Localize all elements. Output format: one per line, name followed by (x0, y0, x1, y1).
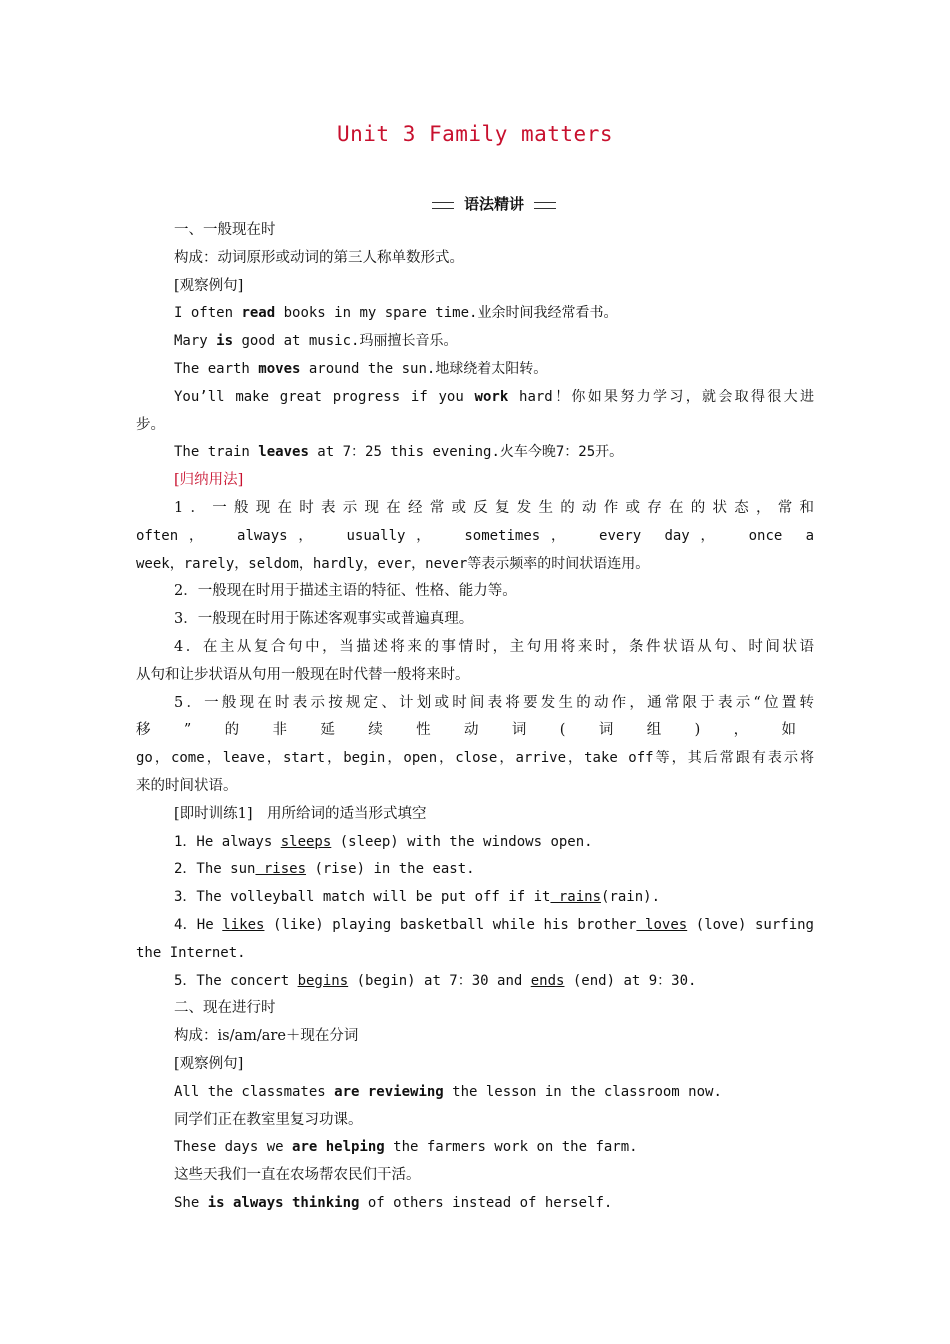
example-sentence (136, 1134, 814, 1162)
summary-label: [归纳用法] (174, 472, 244, 489)
document-body (136, 217, 814, 1218)
example-keyword: is always thinking (207, 1194, 360, 1211)
example-sentence (136, 384, 814, 412)
example-text: the lesson in the classroom now. (443, 1083, 722, 1100)
example-text: Mary (174, 333, 217, 350)
banner-label: 语法精讲 (463, 195, 524, 213)
question-text: 1．He always (174, 833, 281, 850)
answer-blank: likes (222, 916, 265, 933)
question-text: 4．He (174, 916, 223, 933)
example-text: of others instead of herself. (359, 1194, 613, 1211)
drill-question-4 (136, 912, 814, 940)
example-text: around the sun.地球绕着太阳转。 (300, 360, 548, 377)
question-text: (rain). (601, 889, 661, 906)
banner-right-bar (534, 202, 556, 209)
usage-1-line: week，rarely，seldom，hardly，ever，never等表示频率的时间状语连用。 (136, 555, 650, 572)
usage-5-line: 5．一般现在时表示按规定、计划或时间表将要发生的动作，通常限于表示“位置转 (174, 694, 814, 711)
example-sentence (136, 328, 814, 356)
question-text: 5．The concert (174, 972, 298, 989)
section1-heading: 一、一般现在时 (174, 222, 276, 238)
example-text: The train (174, 444, 259, 461)
question-text: (like) playing basketball while his brother (264, 916, 637, 933)
page-title: Unit 3 Family matters (336, 122, 613, 146)
example-translation: 同学们正在教室里复习功课。 (174, 1111, 363, 1128)
question-text: (sleep) with the windows open. (331, 833, 593, 850)
example-sentence (136, 356, 814, 384)
example-text: at 7：25 this evening.火车今晚7：25开。 (308, 444, 624, 461)
example-text: These days we (174, 1139, 293, 1156)
example-text: All the classmates (174, 1083, 335, 1100)
answer-blank: rains (550, 889, 602, 906)
section2-form: 构成：is/am/are＋现在分词 (174, 1028, 359, 1045)
example-sentence (136, 1079, 814, 1107)
usage-4-line: 从句和让步状语从句用一般现在时代替一般将来时。 (136, 666, 470, 683)
question-text: 3．The volleyball match will be put off if it (174, 889, 551, 906)
drill-question-2 (136, 856, 814, 884)
question-text: (love) surfing (687, 916, 814, 933)
drill-question-5 (136, 968, 814, 996)
example-sentence (136, 439, 814, 467)
answer-blank: rises (255, 861, 307, 878)
example-continuation: 步。 (136, 416, 165, 433)
answer-blank: loves (636, 916, 688, 933)
example-text: She (174, 1194, 208, 1211)
question-text: (end) at 9：30. (564, 972, 697, 989)
example-keyword: read (241, 305, 276, 322)
usage-5-line: 移”的非延续性动词(词组)，如 (136, 722, 814, 739)
question-text: 2．The sun (174, 861, 256, 878)
example-text: hard！你如果努力学习，就会取得很大进 (508, 388, 814, 405)
answer-blank: ends (530, 972, 565, 989)
section1-form: 构成：动词原形或动词的第三人称单数形式。 (174, 249, 464, 266)
example-keyword: moves (258, 360, 301, 377)
example-keyword: is (216, 333, 234, 350)
example-text: good at music.玛丽擅长音乐。 (233, 333, 458, 350)
usage-3: 3．一般现在时用于陈述客观事实或普遍真理。 (174, 611, 474, 628)
question-text: (begin) at 7：30 and (348, 972, 531, 989)
example-sentence (136, 1190, 814, 1218)
example-keyword: are helping (292, 1139, 385, 1156)
answer-blank: begins (297, 972, 349, 989)
usage-2: 2．一般现在时用于描述主语的特征、性格、能力等。 (174, 583, 517, 600)
section2-observe-label: [观察例句] (174, 1055, 244, 1072)
drill-question-1 (136, 829, 814, 857)
drill-question-4-continuation: the Internet. (136, 944, 246, 961)
usage-4-line: 4．在主从复合句中，当描述将来的事情时，主句用将来时，条件状语从句、时间状语 (174, 638, 814, 655)
section-banner (432, 193, 556, 215)
example-keyword: leaves (258, 444, 309, 461)
answer-blank: sleeps (280, 833, 332, 850)
example-keyword: work (474, 388, 509, 405)
question-text: (rise) in the east. (306, 861, 475, 878)
example-text: You’ll make great progress if you (174, 388, 475, 405)
section1-observe-label: [观察例句] (174, 277, 244, 294)
example-sentence (136, 300, 814, 328)
example-keyword: are reviewing (334, 1083, 444, 1100)
example-text: I often (174, 305, 242, 322)
drill-heading: [即时训练1] 用所给词的适当形式填空 (174, 805, 427, 822)
example-text: The earth (174, 360, 259, 377)
usage-5-line: go，come，leave，start，begin，open，close，arrive，take off等，其后常跟有表示将 (136, 750, 814, 767)
drill-question-3 (136, 884, 814, 912)
example-text: the farmers work on the farm. (384, 1139, 638, 1156)
usage-1-line: often， always， usually， sometimes， every day， once a (136, 527, 814, 544)
usage-1-line: 1．一般现在时表示现在经常或反复发生的动作或存在的状态，常和 (174, 499, 814, 516)
example-text: books in my spare time.业余时间我经常看书。 (275, 305, 618, 322)
banner-left-bar (432, 202, 454, 209)
section2-heading: 二、现在进行时 (174, 1000, 276, 1017)
example-translation: 这些天我们一直在农场帮农民们干活。 (174, 1167, 421, 1184)
usage-5-line: 来的时间状语。 (136, 777, 238, 794)
